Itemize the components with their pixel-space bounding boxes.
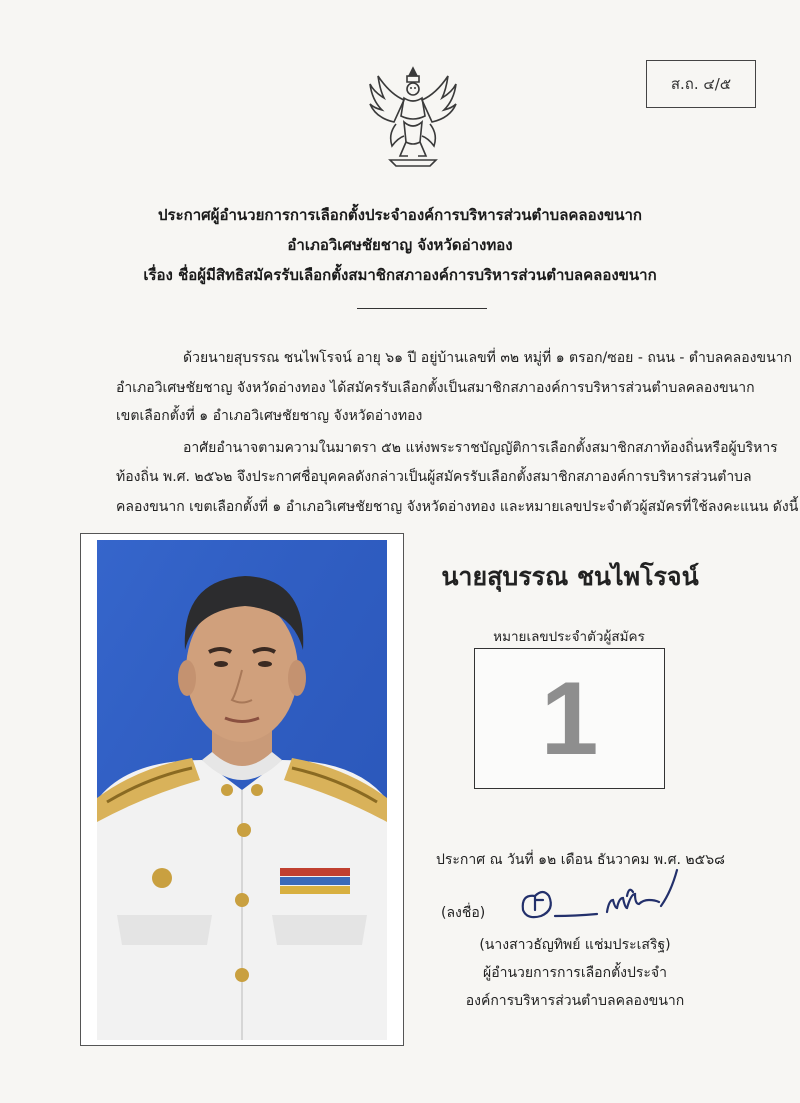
handwritten-signature [515, 866, 690, 926]
candidate-photo [97, 540, 387, 1040]
announce-date: ประกาศ ณ วันที่ ๑๒ เดือน ธันวาคม พ.ศ. ๒๕๖๘ [436, 852, 725, 868]
header-title: ประกาศผู้อำนวยการการเลือกตั้งประจำองค์การบริหารส่วนตำบลคลองขนาก [158, 206, 642, 224]
candidate-number-box [474, 648, 665, 789]
body-p2-line2: ท้องถิ่น พ.ศ. ๒๕๖๒ จึงประกาศชื่อบุคคลดังกล่าวเป็นผู้สมัครรับเลือกตั้งสมาชิกสภาองค์การบริหารส่วนตำบล [116, 469, 752, 485]
sign-label: (ลงชื่อ) [441, 905, 486, 921]
form-code: ส.ถ. ๔/๕ [670, 75, 732, 93]
body-p2-line1: อาศัยอำนาจตามความในมาตรา ๕๒ แห่งพระราชบัญญัติการเลือกตั้งสมาชิกสภาท้องถิ่นหรือผู้บริหาร [183, 440, 778, 456]
garuda-emblem-icon [366, 62, 460, 172]
body-p1-line3: เขตเลือกตั้งที่ ๑ อำเภอวิเศษชัยชาญ จังหวัดอ่างทอง [116, 408, 423, 424]
form-code-box [646, 60, 756, 108]
candidate-name: นายสุบรรณ ชนไพโรจน์ [441, 562, 699, 591]
header-divider [357, 308, 487, 309]
header-subject: เรื่อง ชื่อผู้มีสิทธิสมัครรับเลือกตั้งสมาชิกสภาองค์การบริหารส่วนตำบลคลองขนาก [143, 266, 657, 284]
body-p1-line1: ด้วยนายสุบรรณ ชนไพโรจน์ อายุ ๖๑ ปี อยู่บ้านเลขที่ ๓๒ หมู่ที่ ๑ ตรอก/ซอย - ถนน - ตำบลคลองขนาก [183, 350, 792, 366]
signer-name: (นางสาวธัญทิพย์ แช่มประเสริฐ) [479, 937, 671, 953]
candidate-number-label: หมายเลขประจำตัวผู้สมัคร [493, 629, 645, 645]
candidate-number: 1 [540, 661, 599, 777]
signer-position-line1: ผู้อำนวยการการเลือกตั้งประจำ [483, 965, 667, 981]
signer-position-line2: องค์การบริหารส่วนตำบลคลองขนาก [465, 993, 685, 1009]
body-p2-line3: คลองขนาก เขตเลือกตั้งที่ ๑ อำเภอวิเศษชัยชาญ จังหวัดอ่างทอง และหมายเลขประจำตัวผู้สมัครที่ใช้ลงคะแนน ดังนี้ [116, 499, 799, 515]
header-district: อำเภอวิเศษชัยชาญ จังหวัดอ่างทอง [287, 236, 513, 254]
body-p1-line2: อำเภอวิเศษชัยชาญ จังหวัดอ่างทอง ได้สมัครรับเลือกตั้งเป็นสมาชิกสภาองค์การบริหารส่วนตำบลคลองขนาก [116, 380, 755, 396]
